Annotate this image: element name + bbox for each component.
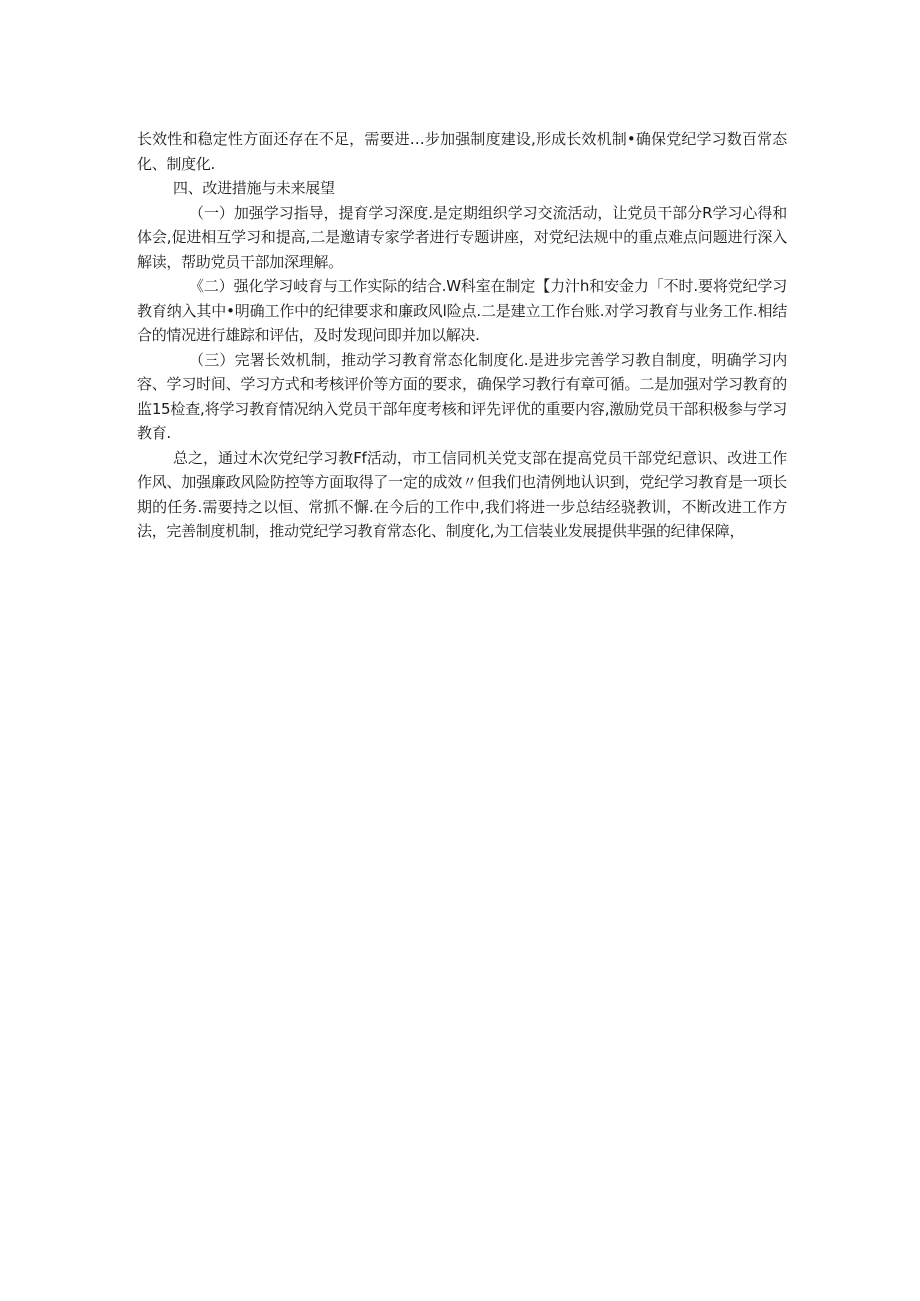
section-heading: 四、改进措施与未来展望 xyxy=(173,179,335,197)
paragraph-continuation: 长效性和稳定性方面还存在不足，需要进…步加强制度建设,形成长效机制•确保党纪学习数百常态化、制度化. xyxy=(137,130,787,173)
paragraph-measure-1: （一）加强学习指导，提育学习深度.是定期组织学习交流活动，让党员干部分R学习心得和体会,促进相互学习和提高,二是邀请专家学者进行专题讲座，对党纪法规中的重点难点问题进行深入解读，帮助党员干部加深理解。 xyxy=(137,203,787,271)
document-body xyxy=(137,127,787,544)
paragraph-measure-3: （三）完署长效机制，推动学习教育常态化制度化.是进步完善学习教自制度，明确学习内容、学习时间、学习方式和考核评价等方面的要求，确保学习教行有章可循。二是加强对学习教育的监15检查,将学习教育情况纳入党员干部年度考核和评先评优的重要内容,激励党员干部积极参与学习教育. xyxy=(137,350,787,442)
paragraph-measure-2: 《二）强化学习岐育与工作实际的结合.W科室在制定【力汁h和安金力「不时.要将党纪学习教育纳入其中•明确工作中的纪律要求和廉政风l险点.二是建立工作台账.对学习教育与业务工作.相结合的情况进行雄踪和评估，及时发现问即并加以解决. xyxy=(137,277,787,344)
paragraph-conclusion: 总之，通过木次党纪学习教Ff活动，市工信同机关党支部在提高党员干部党纪意识、改进工作作风、加强廉政风险防控等方面取得了一定的成效〃但我们也清例地认识到，党纪学习教育是一项长期的任务.需要持之以恒、常抓不懈.在今后的工作中,我们将进一步总结经骁教训，不断改进工作方法，完善制度机制，推动党纪学习教育常态化、制度化,为工信装业发展提供芈强的纪律保障， xyxy=(137,448,787,540)
